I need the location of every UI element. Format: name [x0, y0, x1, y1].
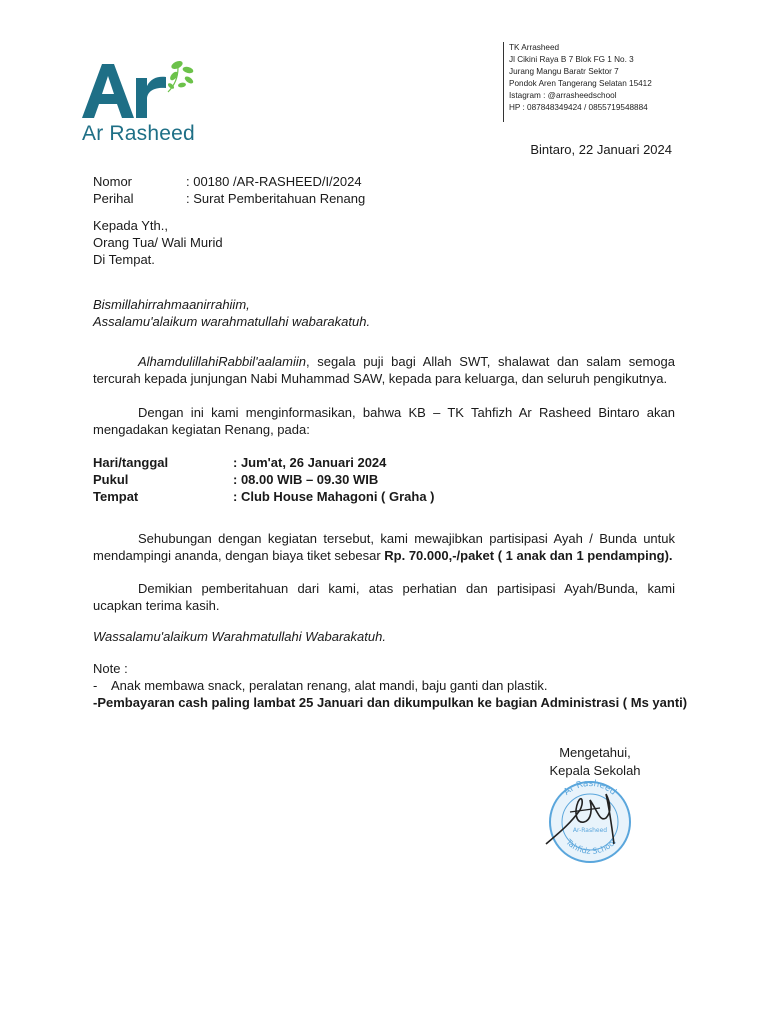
greeting-line: Assalamu'alaikum warahmatullahi wabarakatuh. [93, 314, 371, 329]
stamp-mid-text: Ar-Rasheed [572, 827, 608, 834]
school-stamp [540, 772, 640, 868]
meta-label: Perihal [93, 191, 134, 206]
paragraph-thanks: Demikian pemberitahuan dari kami, atas perhatian dan partisipasi Ayah/Bunda, kami ucapkan terima kasih. [93, 581, 675, 613]
meta-row-subject [93, 190, 675, 207]
note-block [93, 660, 688, 711]
note-dash: - [93, 678, 98, 693]
contact-block [503, 42, 652, 122]
meta-value: : Surat Pemberitahuan Renang [186, 191, 366, 206]
greeting-block [93, 296, 675, 330]
signature-label: Mengetahui, [559, 745, 631, 760]
paragraph-info: Dengan ini kami menginformasikan, bahwa KB – TK Tahfizh Ar Rasheed Bintaro akan mengadakan kegiatan Renang, pada: [93, 405, 675, 437]
letter-date: Bintaro, 22 Januari 2024 [530, 142, 672, 157]
note-item [93, 677, 683, 694]
note-title: Note : [93, 661, 128, 676]
recipient-block [93, 217, 675, 268]
opening-text: , segala puji bagi Allah SWT, shalawat dan salam semoga tercurah kepada junjungan Nabi Muhammad SAW, kepada para keluarga, dan seluruh pengikutnya. [93, 354, 675, 386]
event-details [93, 454, 675, 505]
recipient-line: Orang Tua/ Wali Murid [93, 235, 223, 250]
ticket-price: Rp. 70.000,-/paket ( 1 anak dan 1 pendamping). [384, 548, 673, 563]
contact-line: Pondok Aren Tangerang Selatan 15412 [509, 79, 652, 89]
detail-label: Pukul [93, 472, 129, 487]
note-text: Anak membawa snack, peralatan renang, alat mandi, baju ganti dan plastik. [111, 678, 548, 693]
contact-line: Istagram : @arrasheedschool [509, 91, 617, 101]
note-text: Pembayaran cash paling lambat 25 Januari dan dikumpulkan ke bagian Administrasi ( Ms yanti) [97, 695, 688, 710]
contact-line: HP : 087848349424 / 0855719548884 [509, 103, 648, 113]
participation-text: Sehubungan dengan kegiatan tersebut, kami mewajibkan partisipasi Ayah / Bunda untuk mendampingi ananda, dengan biaya tiket sebesar [93, 531, 675, 563]
recipient-line: Di Tempat. [93, 252, 155, 267]
note-dash: - [93, 695, 98, 710]
detail-value: : Jum'at, 26 Januari 2024 [233, 455, 387, 470]
closing-line: Wassalamu'alaikum Warahmatullahi Wabarakatuh. [93, 629, 386, 644]
detail-row-time [93, 471, 675, 488]
signature-title: Kepala Sekolah [549, 763, 641, 778]
paragraph-opening [93, 353, 675, 387]
detail-row-date [93, 454, 675, 471]
contact-line: Jl Cikini Raya B 7 Blok FG 1 No. 3 [509, 55, 634, 65]
opening-italic: AlhamdulillahiRabbil'aalamiin [138, 354, 306, 369]
note-item [93, 694, 688, 711]
letter-meta [93, 173, 675, 207]
detail-row-place [93, 488, 675, 505]
meta-value: : 00180 /AR-RASHEED/I/2024 [186, 174, 362, 189]
contact-line: TK Arrasheed [509, 43, 560, 52]
paragraph-participation [93, 530, 675, 564]
detail-value: : Club House Mahagoni ( Graha ) [233, 489, 435, 504]
logo-text: Ar Rasheed [82, 122, 195, 145]
recipient-line: Kepada Yth., [93, 218, 168, 233]
meta-label: Nomor [93, 174, 133, 189]
greeting-line: Bismillahirrahmaanirrahiim, [93, 297, 250, 312]
meta-row-number [93, 173, 675, 190]
detail-label: Tempat [93, 489, 139, 504]
detail-label: Hari/tanggal [93, 455, 169, 470]
stamp-top-text: Ar Rasheed [562, 778, 618, 798]
stamp-bottom-text: Tahfidz School [564, 837, 618, 856]
contact-line: Jurang Mangu Baratr Sektor 7 [509, 67, 619, 77]
detail-value: : 08.00 WIB – 09.30 WIB [233, 472, 379, 487]
